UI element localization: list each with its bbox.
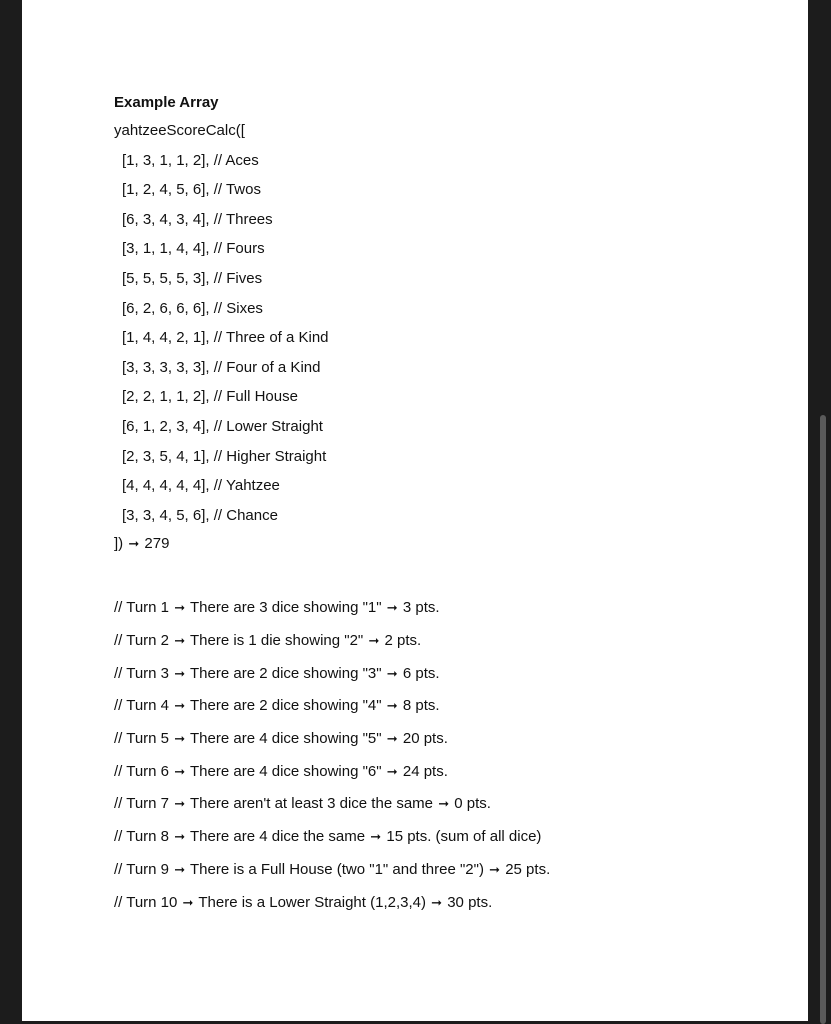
dice-values: [6, 3, 4, 3, 4], <box>122 210 210 228</box>
dice-values: [4, 4, 4, 4, 4], <box>122 477 210 495</box>
turn-description: There are 3 dice showing "1" <box>190 599 382 617</box>
category-comment: // Lower Straight <box>213 417 323 435</box>
category-comment: // Three of a Kind <box>213 329 329 347</box>
dice-values: [1, 4, 4, 2, 1], <box>122 329 210 347</box>
turn-label: // Turn 6 <box>114 762 170 780</box>
dice-values: [1, 2, 4, 5, 6], <box>122 181 210 199</box>
turn-line <box>114 592 550 625</box>
turn-description: There are 4 dice showing "5" <box>190 730 382 748</box>
turn-points: 30 pts. <box>447 893 493 911</box>
turn-label: // Turn 3 <box>114 664 170 682</box>
turn-label: // Turn 7 <box>114 795 170 813</box>
function-call-result <box>114 530 550 562</box>
arrow-icon: ➞ <box>386 666 398 682</box>
arrow-icon: ➞ <box>386 764 398 780</box>
turn-line <box>114 756 550 789</box>
array-line <box>114 501 550 531</box>
array-line <box>114 264 550 294</box>
category-comment: // Higher Straight <box>213 447 327 465</box>
category-comment: // Yahtzee <box>213 477 280 495</box>
arrow-icon: ➞ <box>182 895 194 911</box>
array-line <box>114 382 550 412</box>
category-comment: // Four of a Kind <box>213 358 321 376</box>
dice-values: [1, 3, 1, 1, 2], <box>122 151 210 169</box>
category-comment: // Full House <box>213 388 298 406</box>
turn-explanations <box>114 592 550 919</box>
arrow-icon: ➞ <box>174 601 186 617</box>
turn-description: There are 4 dice showing "6" <box>190 762 382 780</box>
category-comment: // Sixes <box>213 299 263 317</box>
turn-points: 3 pts. <box>402 599 440 617</box>
dice-values: [3, 1, 1, 4, 4], <box>122 240 210 258</box>
array-line <box>114 205 550 235</box>
turn-description: There is a Lower Straight (1,2,3,4) <box>198 893 426 911</box>
turn-label: // Turn 10 <box>114 893 178 911</box>
turn-points: 20 pts. <box>402 730 448 748</box>
dice-values: [2, 2, 1, 1, 2], <box>122 388 210 406</box>
turn-description: There are 4 dice the same <box>190 828 366 846</box>
dice-values: [6, 2, 6, 6, 6], <box>122 299 210 317</box>
turn-points: 15 pts. (sum of all dice) <box>386 828 542 846</box>
arrow-icon: ➞ <box>386 699 398 715</box>
category-comment: // Fours <box>213 240 265 258</box>
turn-label: // Turn 4 <box>114 697 170 715</box>
turn-label: // Turn 9 <box>114 860 170 878</box>
turn-line <box>114 723 550 756</box>
array-line <box>114 234 550 264</box>
arrow-icon: ➞ <box>174 634 186 649</box>
arrow-icon: ➞ <box>174 764 186 780</box>
array-line <box>114 471 550 501</box>
document-page <box>22 0 808 1021</box>
arrow-icon: ➞ <box>174 699 186 715</box>
arrow-icon: ➞ <box>174 830 186 846</box>
arrow-icon: ➞ <box>386 732 398 748</box>
category-comment: // Chance <box>213 506 278 524</box>
category-comment: // Aces <box>213 151 259 169</box>
arrow-icon: ➞ <box>128 537 140 553</box>
turn-description: There are 2 dice showing "3" <box>190 664 382 682</box>
arrow-icon: ➞ <box>370 830 382 846</box>
turn-points: 25 pts. <box>505 860 551 878</box>
result-value: 279 <box>144 535 170 553</box>
category-comment: // Threes <box>213 210 273 228</box>
arrow-icon: ➞ <box>174 732 186 748</box>
turn-line <box>114 625 550 658</box>
section-heading: Example Array <box>114 94 219 111</box>
arrow-icon: ➞ <box>489 862 501 878</box>
turn-description: There aren't at least 3 dice the same <box>190 795 434 813</box>
turn-label: // Turn 5 <box>114 730 170 748</box>
turn-points: 24 pts. <box>402 762 448 780</box>
dice-values: [2, 3, 5, 4, 1], <box>122 447 210 465</box>
turn-description: There are 2 dice showing "4" <box>190 697 382 715</box>
arrow-icon: ➞ <box>431 895 443 911</box>
arrow-icon: ➞ <box>386 601 398 617</box>
array-line <box>114 412 550 442</box>
turn-line <box>114 788 550 821</box>
turn-label: // Turn 8 <box>114 828 170 846</box>
arrow-icon: ➞ <box>174 797 186 813</box>
dice-values: [5, 5, 5, 5, 3], <box>122 269 210 287</box>
turn-label: // Turn 1 <box>114 599 170 617</box>
turn-line <box>114 658 550 691</box>
arrow-icon: ➞ <box>174 862 186 878</box>
scrollbar-thumb[interactable] <box>820 415 826 1024</box>
arrow-icon: ➞ <box>438 797 450 813</box>
arrow-icon: ➞ <box>368 634 380 649</box>
turn-label: // Turn 2 <box>114 632 170 649</box>
turn-line <box>114 887 550 920</box>
function-call-open: yahtzeeScoreCalc([ <box>114 122 245 139</box>
turn-description: There is 1 die showing "2" <box>190 632 364 649</box>
document-content <box>114 90 550 919</box>
array-line <box>114 294 550 324</box>
arrow-icon: ➞ <box>174 666 186 682</box>
dice-values: [6, 1, 2, 3, 4], <box>122 417 210 435</box>
array-line <box>114 175 550 205</box>
turn-points: 2 pts. <box>384 632 422 649</box>
turn-points: 8 pts. <box>402 697 440 715</box>
turn-description: There is a Full House (two "1" and three "2") <box>190 860 484 878</box>
turn-line <box>114 821 550 854</box>
turn-line <box>114 690 550 723</box>
array-line <box>114 323 550 353</box>
dice-values: [3, 3, 3, 3, 3], <box>122 358 210 376</box>
turn-points: 0 pts. <box>454 795 491 813</box>
array-line <box>114 146 550 176</box>
turn-points: 6 pts. <box>402 664 440 682</box>
dice-values: [3, 3, 4, 5, 6], <box>122 506 210 524</box>
function-call-close: ]) <box>114 535 124 553</box>
category-comment: // Twos <box>213 181 261 199</box>
array-lines <box>114 146 550 531</box>
turn-line <box>114 854 550 887</box>
array-line <box>114 442 550 472</box>
category-comment: // Fives <box>213 269 263 287</box>
spacer <box>114 562 550 592</box>
array-line <box>114 353 550 383</box>
